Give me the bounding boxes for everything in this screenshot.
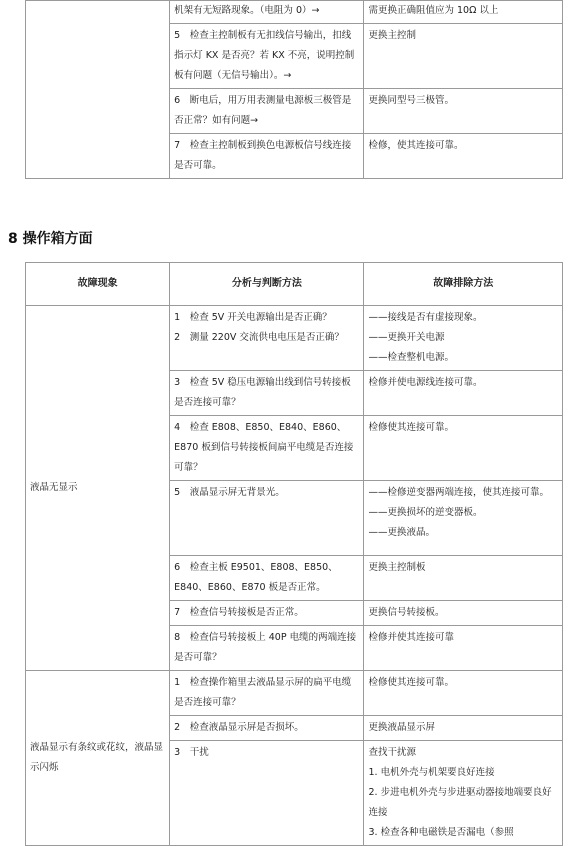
analysis-cell [170, 371, 364, 416]
fix-cell [364, 716, 563, 741]
fix-line: ——更换损坏的逆变器板。 [368, 507, 483, 518]
analysis-cell [170, 671, 364, 716]
fix-cell [364, 416, 563, 481]
fix-line: 更换信号转接板。 [368, 607, 445, 618]
fix-cell [364, 371, 563, 416]
blank-phenomenon-cell [26, 1, 170, 179]
fix-cell: 需更换正确阻值应为 10Ω 以上 [364, 1, 563, 24]
table-row [26, 1, 563, 24]
fix-line: 更换主控制板 [368, 562, 426, 573]
analysis-cell [170, 556, 364, 601]
analysis-cell: 6 断电后，用万用表测量电源板三极管是否正常？如有问题→ [170, 89, 364, 134]
analysis-cell [170, 481, 364, 556]
analysis-cell [170, 416, 364, 481]
table-row [26, 671, 563, 716]
fix-cell [364, 481, 563, 556]
analysis-line: 6 检查主板 E9501、E808、E850、E840、E860、E870 板是否正常。 [174, 562, 338, 593]
analysis-line: 8 检查信号转接板上 40P 电缆的两端连接是否可靠？ [174, 632, 357, 663]
analysis-line: 4 检查 E808、E850、E840、E860、E870 板到信号转接板间扁平电缆是否连接可靠？ [174, 422, 354, 473]
analysis-line: 1 检查操作箱里去液晶显示屏的扁平电缆是否连接可靠？ [174, 677, 352, 708]
fix-cell [364, 741, 563, 846]
analysis-cell [170, 626, 364, 671]
header-fix: 故障排除方法 [364, 263, 563, 306]
fix-line: 检修并使电源线连接可靠。 [368, 377, 483, 388]
fix-line: 2. 步进电机外壳与步进驱动器接地端要良好连接 [368, 787, 552, 818]
fix-line: ——检修逆变器两端连接，使其连接可靠。 [368, 487, 549, 498]
analysis-cell: 5 检查主控制板有无扣线信号输出，扣线指示灯 KX 是否亮？若 KX 不亮，说明控制板有问题（无信号输出）。→ [170, 24, 364, 89]
fix-cell [364, 601, 563, 626]
analysis-cell: 机架有无短路现象。（电阻为 0）→ [170, 1, 364, 24]
fix-line: ——更换液晶。 [368, 527, 435, 538]
analysis-line: 3 干扰 [174, 747, 209, 758]
fix-cell [364, 556, 563, 601]
fix-line: 查找干扰源 [368, 747, 416, 758]
section-heading: 8 操作箱方面 [8, 231, 93, 247]
top-fault-table [25, 0, 563, 179]
fix-line: ——更换开关电源 [368, 332, 445, 343]
analysis-cell [170, 741, 364, 846]
analysis-line: 2 测量 220V 交流供电电压是否正确？ [174, 332, 344, 343]
table-header-row [26, 263, 563, 306]
table-row [26, 306, 563, 371]
analysis-cell [170, 716, 364, 741]
fix-line: 3. 检查各种电磁铁是否漏电（参照 [368, 827, 514, 838]
header-analysis: 分析与判断方法 [170, 263, 364, 306]
fix-line: 检修使其连接可靠。 [368, 677, 454, 688]
fix-cell [364, 306, 563, 371]
fix-line: ——接线是否有虚接现象。 [368, 312, 483, 323]
fix-cell [364, 626, 563, 671]
analysis-cell [170, 306, 364, 371]
fault-phenomenon-cell: 液晶显示有条纹或花纹，液晶显示闪烁 [26, 671, 170, 846]
fix-line: ——检查整机电源。 [368, 352, 454, 363]
analysis-line: 7 检查信号转接板是否正常。 [174, 607, 304, 618]
operation-box-fault-table [25, 262, 563, 846]
fix-line: 检修使其连接可靠。 [368, 422, 454, 433]
fix-line: 1. 电机外壳与机架要良好连接 [368, 767, 495, 778]
fix-cell: 更换同型号三极管。 [364, 89, 563, 134]
analysis-line: 5 液晶显示屏无背景光。 [174, 487, 285, 498]
fix-cell: 检修，使其连接可靠。 [364, 134, 563, 179]
analysis-line: 3 检查 5V 稳压电源输出线到信号转接板是否连接可靠？ [174, 377, 351, 408]
analysis-cell: 7 检查主控制板到换色电源板信号线连接是否可靠。 [170, 134, 364, 179]
analysis-cell [170, 601, 364, 626]
fix-cell: 更换主控制 [364, 24, 563, 89]
fault-phenomenon-cell: 液晶无显示 [26, 306, 170, 671]
fix-line: 更换液晶显示屏 [368, 722, 435, 733]
analysis-line: 2 检查液晶显示屏是否损坏。 [174, 722, 304, 733]
header-phenomenon: 故障现象 [26, 263, 170, 306]
analysis-line: 1 检查 5V 开关电源输出是否正确？ [174, 312, 332, 323]
fix-cell [364, 671, 563, 716]
table-body [26, 306, 563, 846]
fix-line: 检修并使其连接可靠 [368, 632, 454, 643]
